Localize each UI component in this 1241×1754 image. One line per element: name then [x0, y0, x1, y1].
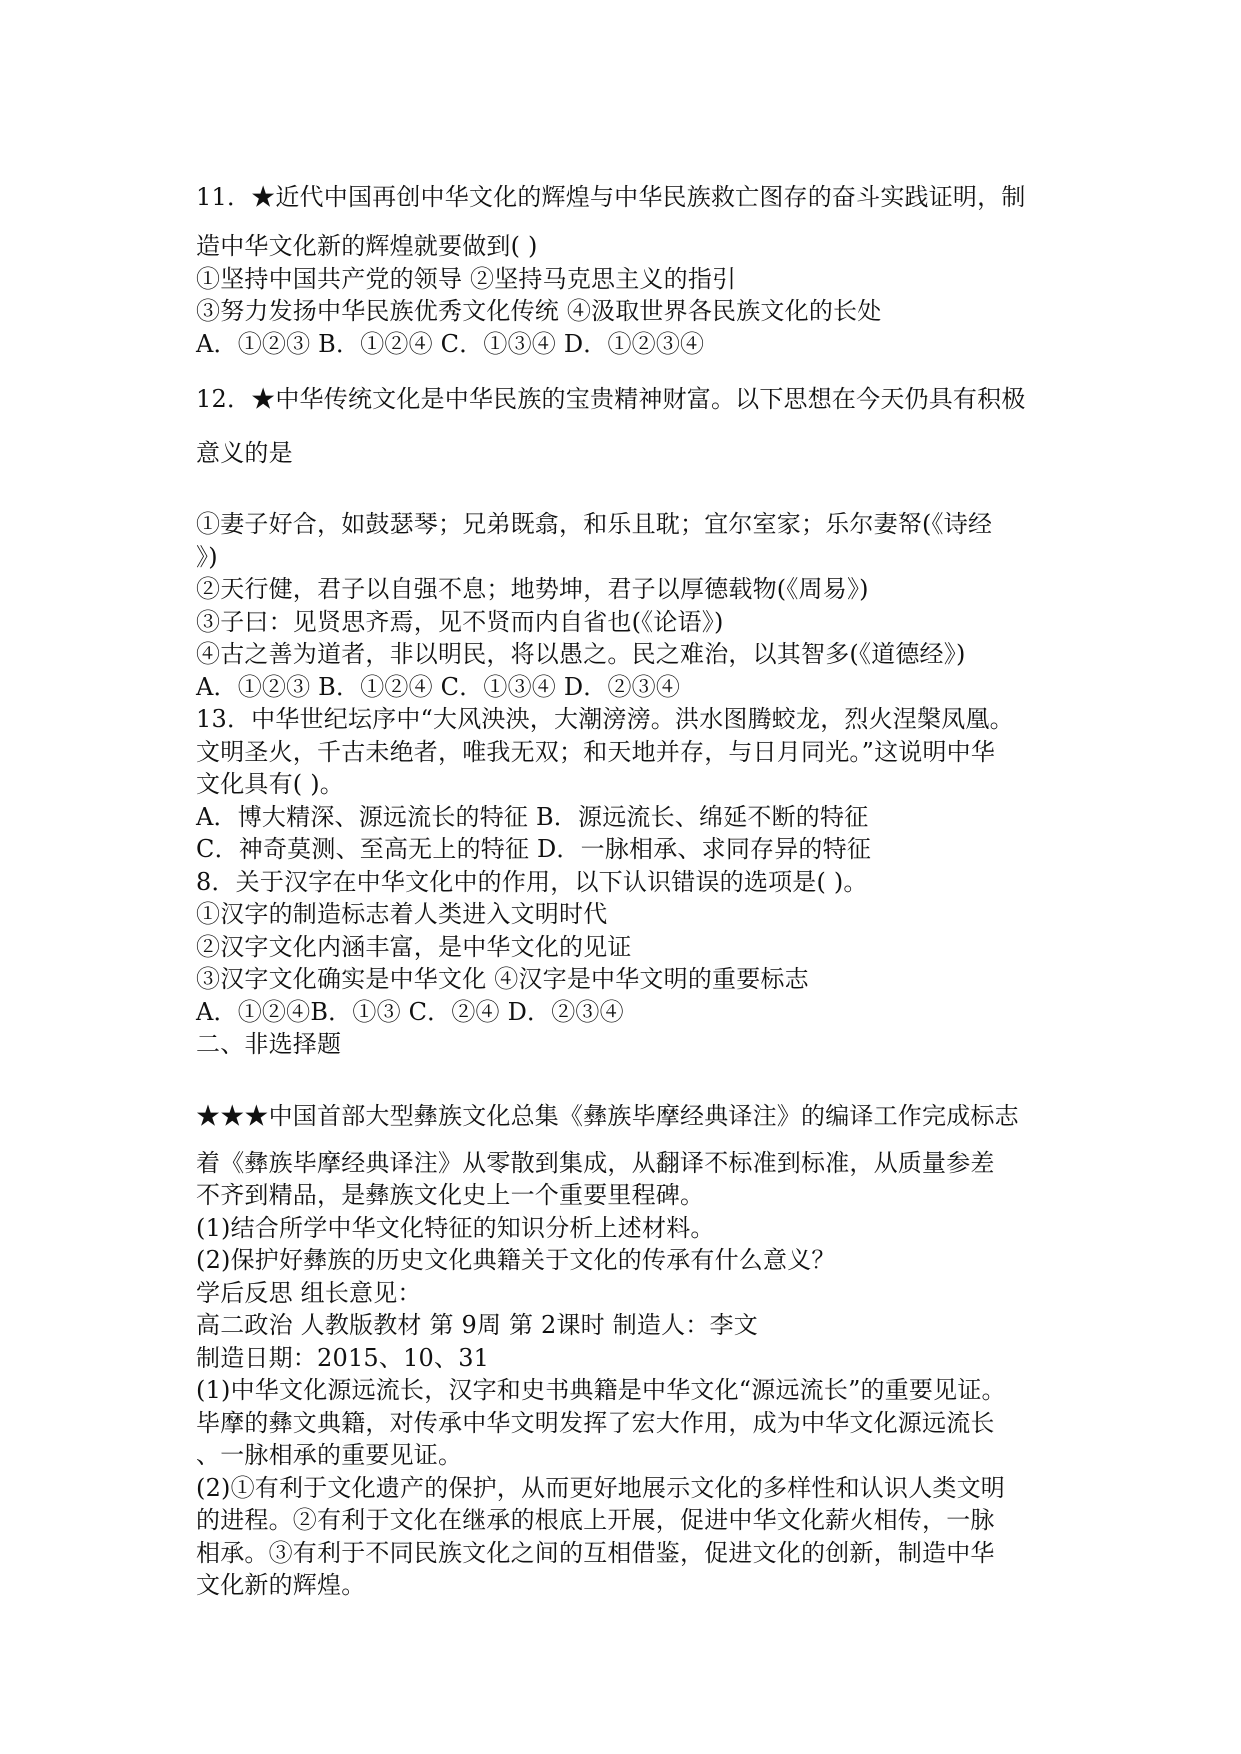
- q12-item-1-cont: 》): [196, 542, 218, 571]
- q12-item-3: ③子曰：见贤思齐焉，见不贤而内自省也(《论语》): [196, 607, 724, 636]
- answer-2-line-4: 文化新的辉煌。: [196, 1571, 366, 1599]
- answer-1-line-2: 毕摩的彝文典籍，对传承中华文明发挥了宏大作用，成为中华文化源远流长: [196, 1408, 995, 1437]
- question-8: [196, 866, 1076, 1061]
- q12-line-1: 12．★中华传统文化是中华民族的宝贵精神财富。以下思想在今天仍具有积极: [196, 385, 1026, 413]
- q8-answers: A．①②④B．①③ C．②④ D．②③④: [196, 997, 624, 1026]
- q11-line-2: 造中华文化新的辉煌就要做到( ): [196, 232, 538, 260]
- q8-line-1: 8．关于汉字在中华文化中的作用，以下认识错误的选项是( )。: [196, 867, 868, 896]
- q12-answers: A．①②③ B．①②④ C．①③④ D．②③④: [196, 672, 681, 701]
- reflection-label: 学后反思 组长意见：: [196, 1278, 422, 1307]
- q12-item-2: ②天行健，君子以自强不息；地势坤，君子以厚德载物(《周易》): [196, 575, 869, 603]
- question-13: [196, 703, 1076, 866]
- answer-2-line-2: 的进程。②有利于文化在继承的根底上开展，促进中华文化薪火相传，一脉: [196, 1506, 995, 1534]
- spacer: [196, 480, 1076, 508]
- q11-option-line-1: ①坚持中国共产党的领导 ②坚持马克思主义的指引: [196, 264, 737, 293]
- q13-line-3: 文化具有( )。: [196, 770, 344, 798]
- essay-line-2: 着《彝族毕摩经典译注》从零散到集成，从翻译不标准到标准，从质量参差: [196, 1148, 995, 1177]
- course-info: 高二政治 人教版教材 第 9周 第 2课时 制造人：李文: [196, 1311, 758, 1339]
- essay-line-1: ★★★中国首部大型彝族文化总集《彝族毕摩经典译注》的编译工作完成标志: [196, 1101, 1019, 1130]
- q12-item-4: ④古之善为道者，非以明民，将以愚之。民之难治，以其智多(《道德经》): [196, 640, 966, 668]
- answer-1-line-1: (1)中华文化源远流长，汉字和史书典籍是中华文化“源远流长”的重要见证。: [196, 1376, 1006, 1404]
- q12-line-2: 意义的是: [196, 439, 293, 467]
- essay-subquestion-2: (2)保护好彝族的历史文化典籍关于文化的传承有什么意义？: [196, 1246, 836, 1274]
- q13-answers-ab: A．博大精深、源远流长的特征 B．源远流长、绵延不断的特征: [196, 802, 869, 831]
- document-body: [196, 170, 1076, 1602]
- question-11: [196, 170, 1076, 360]
- q11-line-1: 11．★近代中国再创中华文化的辉煌与中华民族救亡图存的奋斗实践证明，制: [196, 183, 1026, 211]
- answer-2-line-3: 相承。③有利于不同民族文化之间的互相借鉴，促进文化的创新，制造中华: [196, 1538, 995, 1567]
- q11-option-line-2: ③努力发扬中华民族优秀文化传统 ④汲取世界各民族文化的长处: [196, 297, 882, 325]
- q12-item-1: ①妻子好合，如鼓瑟琴；兄弟既翕，和乐且耽；宜尔室家；乐尔妻帑(《诗经: [196, 510, 993, 538]
- q8-item-3-4: ③汉字文化确实是中华文化 ④汉字是中华文明的重要标志: [196, 965, 809, 993]
- q13-answers-cd: C．神奇莫测、至高无上的特征 D．一脉相承、求同存异的特征: [196, 835, 872, 863]
- spacer: [196, 1061, 1076, 1089]
- essay-question: [196, 1089, 1076, 1602]
- section-heading-non-choice: 二、非选择题: [196, 1030, 342, 1058]
- essay-subquestion-1: (1)结合所学中华文化特征的知识分析上述材料。: [196, 1213, 715, 1242]
- essay-line-3: 不齐到精品，是彝族文化史上一个重要里程碑。: [196, 1181, 705, 1209]
- q8-item-2: ②汉字文化内涵丰富，是中华文化的见证: [196, 932, 632, 961]
- q11-answers: A．①②③ B．①②④ C．①③④ D．①②③④: [196, 329, 705, 358]
- question-12: [196, 372, 1076, 703]
- q13-line-2: 文明圣火，千古未绝者，唯我无双；和天地并存，与日月同光。”这说明中华: [196, 737, 996, 766]
- creation-date: 制造日期：2015、10、31: [196, 1343, 490, 1372]
- q8-item-1: ①汉字的制造标志着人类进入文明时代: [196, 900, 608, 928]
- q13-line-1: 13．中华世纪坛序中“大风泱泱，大潮滂滂。洪水图腾蛟龙，烈火涅槃凤凰。: [196, 705, 1014, 733]
- spacer: [196, 360, 1076, 372]
- answer-1-line-3: 、一脉相承的重要见证。: [196, 1441, 463, 1469]
- answer-2-line-1: (2)①有利于文化遗产的保护，从而更好地展示文化的多样性和认识人类文明: [196, 1473, 1005, 1502]
